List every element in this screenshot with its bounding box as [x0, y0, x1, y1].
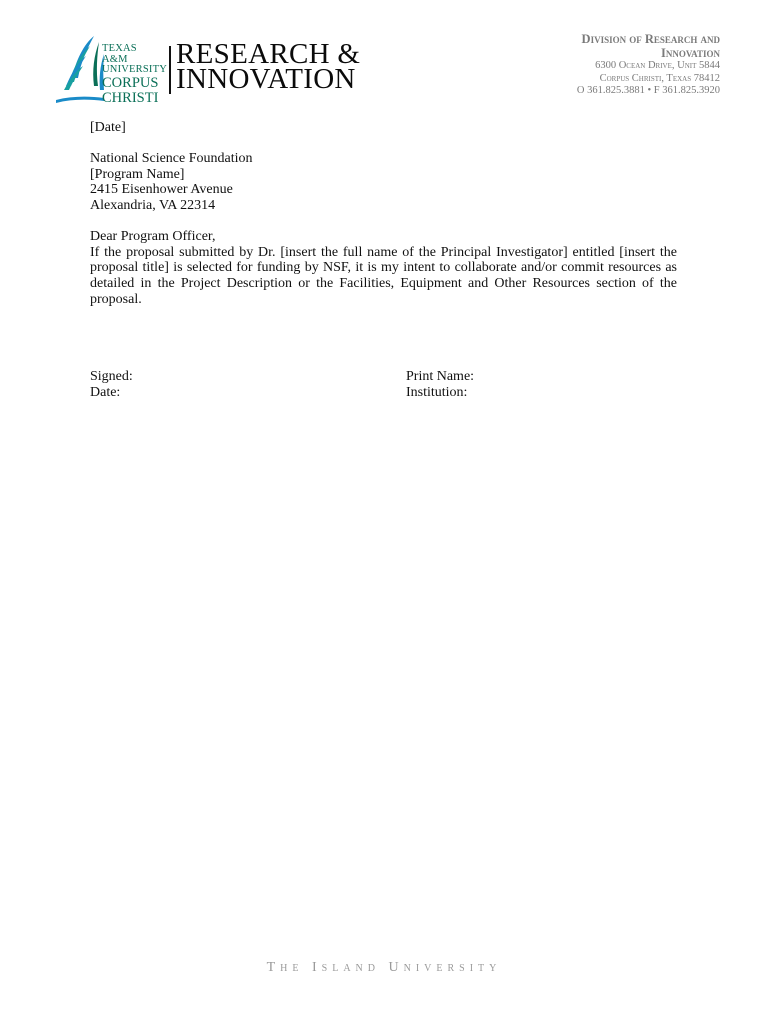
wordmark-corpus: CORPUS [102, 74, 159, 91]
letter-date: [Date] [90, 120, 126, 135]
wordmark-research: RESEARCH & [176, 38, 361, 70]
wordmark-texas-am: TEXAS A&M [102, 43, 137, 65]
signature-right [406, 369, 474, 400]
division-phone-fax: O 361.825.3881 • F 361.825.3920 [576, 85, 720, 96]
wordmark-christi: CHRISTI [102, 89, 159, 106]
logo-divider [169, 46, 171, 94]
salutation: Dear Program Officer, [90, 229, 216, 245]
signature-left [90, 369, 133, 400]
recipient-org: National Science Foundation [90, 151, 253, 167]
recipient-city: Alexandria, VA 22314 [90, 197, 216, 213]
footer-tagline: The Island University [266, 960, 502, 975]
division-address-2: Corpus Christi, Texas 78412 [599, 72, 720, 84]
division-contact-block [577, 33, 720, 98]
wordmark-university: UNIVERSITY [102, 64, 167, 75]
division-address-1: 6300 Ocean Drive, Unit 5844 [595, 60, 720, 71]
division-title-line-1: Division of Research and [581, 32, 720, 46]
tamucc-wordmark [102, 43, 167, 106]
wordmark-innovation: INNOVATION [176, 63, 356, 95]
recipient-address [90, 151, 677, 213]
letter-body [90, 120, 677, 307]
institution-label: Institution: [406, 384, 468, 400]
print-name-label: Print Name: [406, 369, 475, 384]
recipient-program: [Program Name] [90, 166, 185, 182]
recipient-street: 2415 Eisenhower Avenue [90, 182, 233, 198]
signed-label: Signed: [90, 369, 133, 384]
date-label: Date: [90, 384, 121, 400]
signature-block [90, 369, 677, 401]
letter-paragraph: If the proposal submitted by Dr. [insert the full name of the Principal Investigator] entitled [insert the proposal title] is selected for funding by NSF, it is my intent to collaborate and/or commit resources as detailed in the Project Description or the Facilities, Equipment and Other Resources section of the proposal. [90, 244, 677, 307]
university-logo [54, 34, 374, 108]
research-innovation-wordmark [176, 38, 361, 95]
division-title-line-2: Innovation [660, 45, 720, 60]
